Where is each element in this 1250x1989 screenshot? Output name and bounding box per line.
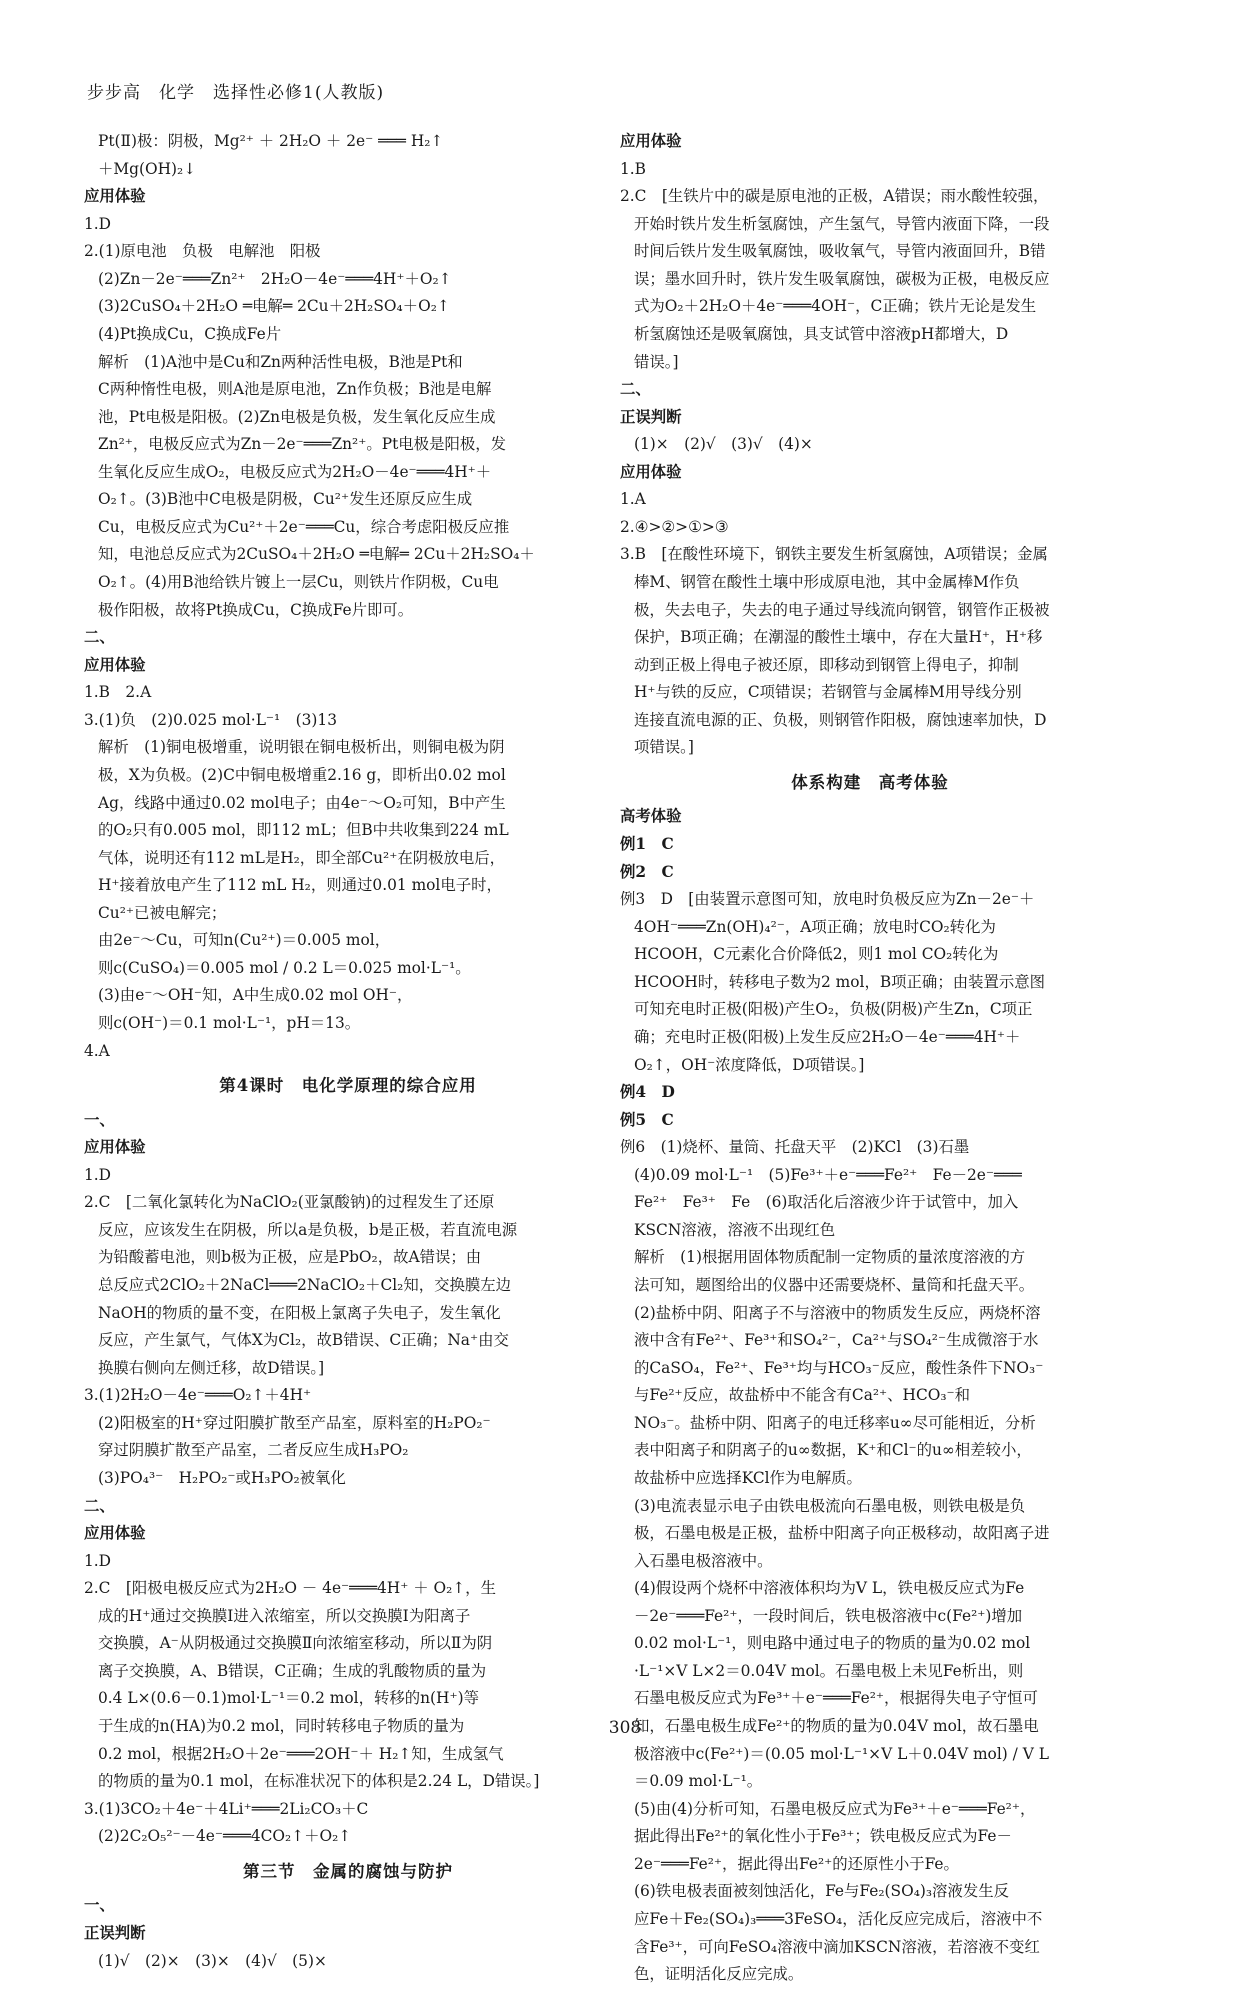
text-line: Ag，线路中通过0.02 mol电子；由4e⁻～O₂可知，B中产生: [98, 793, 506, 812]
text-line: Cu，电极反应式为Cu²⁺＋2e⁻═══Cu，综合考虑阳极反应推: [98, 517, 510, 536]
text-line: 错误。]: [634, 352, 679, 371]
text-line: 与Fe²⁺反应，故盐桥中不能含有Ca²⁺、HCO₃⁻和: [634, 1386, 971, 1405]
text-line: H⁺接着放电产生了112 mL H₂，则通过0.01 mol电子时，: [98, 876, 502, 895]
text-line: (5)由(4)分析可知，石墨电极反应式为Fe³⁺＋e⁻═══Fe²⁺，: [634, 1799, 1036, 1818]
text-line: Zn²⁺，电极反应式为Zn－2e⁻═══Zn²⁺。Pt电极是阳极，发: [98, 435, 507, 454]
text-line: 应用体验: [84, 1524, 146, 1543]
text-line: 换膜右侧向左侧迁移，故D错误。]: [98, 1358, 325, 1377]
text-line: 一、: [84, 1896, 115, 1915]
text-line: 反应，产生氯气，气体X为Cl₂，故B错误、C正确；Na⁺由交: [98, 1331, 509, 1350]
text-line: 二、: [84, 628, 115, 647]
text-line: 1.D: [84, 1165, 112, 1184]
text-line: 入石墨电极溶液中。: [634, 1551, 773, 1570]
text-line: 正误判断: [84, 1923, 146, 1942]
text-line: 2.C [生铁片中的碳是原电池的正极，A错误；雨水酸性较强，: [620, 187, 1049, 206]
text-line: 故盐桥中应选择KCl作为电解质。: [634, 1468, 862, 1487]
text-line: 例3 D [由装置示意图可知，放电时负极反应为Zn－2e⁻＋: [620, 890, 1035, 909]
text-line: 棒M、钢管在酸性土壤中形成原电池，其中金属棒M作负: [634, 573, 1020, 591]
text-line: 极溶液中c(Fe²⁺)＝(0.05 mol·L⁻¹×V L＋0.04V mol) / V L: [634, 1744, 1049, 1763]
text-line: O₂↑，OH⁻浓度降低，D项错误。]: [634, 1055, 865, 1074]
text-line: 法可知，题图给出的仪器中还需要烧杯、量筒和托盘天平。: [634, 1276, 1035, 1295]
text-line: 项错误。]: [634, 738, 694, 757]
text-line: (2)2C₂O₅²⁻－4e⁻═══4CO₂↑＋O₂↑: [98, 1827, 352, 1846]
text-line: 表中阳离子和阴离子的u∞数据，K⁺和Cl⁻的u∞相差较小，: [634, 1441, 1032, 1460]
text-line: Pt(Ⅱ)极：阴极，Mg²⁺ ＋ 2H₂O ＋ 2e⁻ ═══ H₂↑: [98, 132, 444, 150]
text-line: C两种惰性电极，则A池是原电池，Zn作负极；B池是电解: [98, 380, 492, 399]
text-line: 应用体验: [84, 1138, 146, 1157]
left-column: [84, 128, 612, 1975]
text-line: 0.4 L×(0.6－0.1)mol·L⁻¹＝0.2 mol，转移的n(H⁺)等: [98, 1689, 479, 1708]
text-line: ·L⁻¹×V L×2＝0.04V mol。石墨电极上未见Fe析出，则: [634, 1661, 1024, 1680]
text-line: 连接直流电源的正、负极，则钢管作阳极，腐蚀速率加快，D: [634, 710, 1047, 729]
text-line: (1)√ (2)× (3)× (4)√ (5)×: [98, 1951, 327, 1970]
text-line: 0.02 mol·L⁻¹，则电路中通过电子的物质的量为0.02 mol: [634, 1634, 1031, 1653]
text-line: 应用体验: [620, 132, 682, 150]
text-line: 反应，应该发生在阴极，所以a是负极，b是正极，若直流电源: [98, 1220, 518, 1239]
text-line: (4)Pt换成Cu，C换成Fe片: [98, 324, 282, 343]
text-line: (2)盐桥中阴、阳离子不与溶液中的物质发生反应，两烧杯溶: [634, 1303, 1041, 1322]
text-line: Fe²⁺ Fe³⁺ Fe (6)取活化后溶液少许于试管中，加入: [634, 1193, 1019, 1212]
text-line: 2e⁻═══Fe²⁺，据此得出Fe²⁺的还原性小于Fe。: [634, 1854, 959, 1873]
text-line: (2)Zn－2e⁻═══Zn²⁺ 2H₂O－4e⁻═══4H⁺＋O₂↑: [98, 269, 452, 288]
text-line: 极，X为负极。(2)C中铜电极增重2.16 g，即析出0.02 mol: [98, 765, 506, 784]
text-line: 应Fe＋Fe₂(SO₄)₃═══3FeSO₄，活化反应完成后，溶液中不: [634, 1909, 1043, 1928]
text-line: 应用体验: [620, 462, 682, 481]
text-line: 的O₂只有0.005 mol，即112 mL；但B中共收集到224 mL: [98, 821, 509, 840]
text-line: 2.④>②>①>③: [620, 517, 729, 536]
text-line: 式为O₂＋2H₂O＋4e⁻═══4OH⁻，C正确；铁片无论是发生: [634, 297, 1037, 316]
text-line: 1.A: [620, 490, 646, 509]
text-line: (3)由e⁻～OH⁻知，A中生成0.02 mol OH⁻，: [98, 986, 413, 1005]
text-line: ＝0.09 mol·L⁻¹。: [634, 1772, 763, 1791]
text-line: 解析 (1)A池中是Cu和Zn两种活性电极，B池是Pt和: [98, 352, 463, 371]
text-line: 成的H⁺通过交换膜Ⅰ进入浓缩室，所以交换膜Ⅰ为阳离子: [98, 1606, 471, 1625]
text-line: 例6 (1)烧杯、量筒、托盘天平 (2)KCl (3)石墨: [620, 1138, 970, 1157]
text-line: 气体，说明还有112 mL是H₂，即全部Cu²⁺在阴极放电后，: [98, 848, 506, 867]
text-line: 1.D: [84, 1551, 112, 1570]
text-line: 极，石墨电极是正极，盐桥中阳离子向正极移动，故阳离子进: [634, 1524, 1050, 1543]
section-title: 第4课时 电化学原理的综合应用: [219, 1076, 477, 1096]
text-line: 例2 C: [620, 862, 674, 881]
text-line: 生氧化反应生成O₂，电极反应式为2H₂O－4e⁻═══4H⁺＋: [98, 462, 492, 481]
text-line: (6)铁电极表面被刻蚀活化，Fe与Fe₂(SO₄)₃溶液发生反: [634, 1882, 1010, 1901]
running-header: 步步高 化学 选择性必修1(人教版): [87, 83, 385, 103]
text-line: (2)阳极室的H⁺穿过阳膜扩散至产品室，原料室的H₂PO₂⁻: [98, 1413, 491, 1432]
text-line: 例4 D: [620, 1083, 675, 1102]
text-line: 池，Pt电极是阳极。(2)Zn电极是负极，发生氧化反应生成: [98, 407, 496, 426]
text-line: 正误判断: [620, 407, 682, 426]
text-line: HCOOH，C元素化合价降低2，则1 mol CO₂转化为: [634, 945, 999, 964]
text-line: (3)2CuSO₄＋2H₂O ═电解═ 2Cu＋2H₂SO₄＋O₂↑: [98, 297, 450, 316]
text-line: O₂↑。(4)用B池给铁片镀上一层Cu，则铁片作阴极，Cu电: [98, 573, 499, 591]
text-line: 总反应式2ClO₂＋2NaCl═══2NaClO₂＋Cl₂知，交换膜左边: [98, 1276, 512, 1295]
text-line: 高考体验: [620, 807, 682, 826]
text-line: 二、: [84, 1496, 115, 1515]
text-line: 3.(1)负 (2)0.025 mol·L⁻¹ (3)13: [84, 710, 337, 729]
text-line: 3.B [在酸性环境下，钢铁主要发生析氢腐蚀，A项错误；金属: [620, 545, 1048, 564]
section-title: 第三节 金属的腐蚀与防护: [243, 1861, 453, 1881]
text-line: 穿过阴膜扩散至产品室，二者反应生成H₃PO₂: [98, 1441, 409, 1460]
text-line: 4.A: [84, 1041, 110, 1060]
text-line: ＋Mg(OH)₂↓: [98, 159, 197, 178]
text-line: 知，电池总反应式为2CuSO₄＋2H₂O ═电解═ 2Cu＋2H₂SO₄＋: [98, 545, 535, 564]
text-line: (4)0.09 mol·L⁻¹ (5)Fe³⁺＋e⁻═══Fe²⁺ Fe－2e⁻═══: [634, 1165, 1022, 1184]
text-line: 例1 C: [620, 835, 674, 854]
text-line: －2e⁻═══Fe²⁺，一段时间后，铁电极溶液中c(Fe²⁺)增加: [634, 1606, 1023, 1625]
text-line: 一、: [84, 1110, 115, 1129]
text-line: 动到正极上得电子被还原，即移动到钢管上得电子，抑制: [634, 655, 1019, 674]
page-number: 308: [608, 1718, 642, 1738]
text-line: 应用体验: [84, 655, 146, 674]
text-line: 液中含有Fe²⁺、Fe³⁺和SO₄²⁻，Ca²⁺与SO₄²⁻生成微溶于水: [634, 1331, 1039, 1350]
text-line: 1.D: [84, 214, 112, 233]
text-line: 0.2 mol，根据2H₂O＋2e⁻═══2OH⁻＋ H₂↑知，生成氢气: [98, 1744, 504, 1763]
text-line: (1)× (2)√ (3)√ (4)×: [634, 435, 813, 454]
text-line: 3.(1)2H₂O－4e⁻═══O₂↑＋4H⁺: [84, 1386, 312, 1405]
text-line: 知，石墨电极生成Fe²⁺的物质的量为0.04V mol，故石墨电: [634, 1717, 1039, 1736]
text-line: 4OH⁻═══Zn(OH)₄²⁻，A项正确；放电时CO₂转化为: [634, 917, 996, 936]
text-line: H⁺与铁的反应，C项错误；若钢管与金属棒M用导线分别: [634, 683, 1022, 702]
text-line: (3)电流表显示电子由铁电极流向石墨电极，则铁电极是负: [634, 1496, 1026, 1515]
text-line: 据此得出Fe²⁺的氧化性小于Fe³⁺；铁电极反应式为Fe－: [634, 1827, 1012, 1846]
text-line: 可知充电时正极(阳极)产生O₂，负极(阴极)产生Zn，C项正: [634, 1000, 1033, 1019]
text-line: 含Fe³⁺，可向FeSO₄溶液中滴加KSCN溶液，若溶液不变红: [634, 1937, 1040, 1956]
text-line: 由2e⁻～Cu，可知n(Cu²⁺)＝0.005 mol，: [98, 931, 391, 950]
text-line: NaOH的物质的量不变，在阳极上氯离子失电子，发生氧化: [98, 1303, 501, 1322]
text-line: 析氢腐蚀还是吸氧腐蚀，具支试管中溶液pH都增大，D: [634, 324, 1009, 343]
text-line: KSCN溶液，溶液不出现红色: [634, 1220, 836, 1239]
text-line: 则c(OH⁻)＝0.1 mol·L⁻¹，pH＝13。: [98, 1014, 361, 1032]
text-line: 则c(CuSO₄)＝0.005 mol / 0.2 L＝0.025 mol·L⁻¹。: [98, 958, 471, 977]
text-line: 解析 (1)铜电极增重，说明银在铜电极析出，则铜电极为阴: [98, 738, 505, 757]
text-line: O₂↑。(3)B池中C电极是阴极，Cu²⁺发生还原反应生成: [98, 490, 473, 509]
text-line: 二、: [620, 380, 651, 399]
text-line: 的CaSO₄，Fe²⁺、Fe³⁺均与HCO₃⁻反应，酸性条件下NO₃⁻: [634, 1358, 1044, 1377]
text-line: 极作阳极，故将Pt换成Cu，C换成Fe片即可。: [98, 600, 414, 619]
text-line: HCOOH时，转移电子数为2 mol，B项正确；由装置示意图: [634, 972, 1046, 991]
text-line: 极，失去电子，失去的电子通过导线流向钢管，钢管作正极被: [634, 600, 1050, 619]
text-line: 开始时铁片发生析氢腐蚀，产生氢气，导管内液面下降，一段: [634, 214, 1050, 233]
text-line: (3)PO₄³⁻ H₂PO₂⁻或H₃PO₂被氧化: [98, 1468, 346, 1487]
text-line: 石墨电极反应式为Fe³⁺＋e⁻═══Fe²⁺，根据得失电子守恒可: [634, 1689, 1038, 1708]
text-line: 交换膜，A⁻从阴极通过交换膜Ⅱ向浓缩室移动，所以Ⅱ为阴: [98, 1634, 493, 1653]
text-line: 的物质的量为0.1 mol，在标准状况下的体积是2.24 L，D错误。]: [98, 1772, 540, 1791]
text-line: 应用体验: [84, 187, 146, 206]
text-line: 色，证明活化反应完成。: [634, 1965, 804, 1984]
text-line: 于生成的n(HA)为0.2 mol，同时转移电子物质的量为: [98, 1717, 465, 1736]
text-line: 误；墨水回升时，铁片发生吸氧腐蚀，碳极为正极，电极反应: [634, 269, 1050, 288]
text-line: 离子交换膜，A、B错误，C正确；生成的乳酸物质的量为: [98, 1661, 487, 1680]
text-line: 1.B 2.A: [84, 683, 152, 702]
text-line: (4)假设两个烧杯中溶液体积均为V L，铁电极反应式为Fe: [634, 1579, 1025, 1598]
text-line: 3.(1)3CO₂＋4e⁻＋4Li⁺═══2Li₂CO₃＋C: [84, 1799, 369, 1818]
text-line: 2.C [阳极电极反应式为2H₂O － 4e⁻═══4H⁺ ＋ O₂↑，生: [84, 1579, 496, 1598]
text-line: 1.B: [620, 159, 646, 178]
text-line: 例5 C: [620, 1110, 674, 1129]
text-line: 保护，B项正确；在潮湿的酸性土壤中，存在大量H⁺，H⁺移: [634, 628, 1043, 647]
text-line: NO₃⁻。盐桥中阴、阳离子的电迁移率u∞尽可能相近，分析: [634, 1413, 1036, 1432]
section-title: 体系构建 高考体验: [791, 772, 949, 792]
text-line: 2.(1)原电池 负极 电解池 阳极: [84, 242, 321, 261]
text-line: 确；充电时正极(阳极)上发生反应2H₂O－4e⁻═══4H⁺＋: [634, 1027, 1021, 1046]
text-line: 2.C [二氧化氯转化为NaClO₂(亚氯酸钠)的过程发生了还原: [84, 1193, 495, 1212]
text-line: 为铅酸蓄电池，则b极为正极，应是PbO₂，故A错误；由: [98, 1248, 482, 1267]
text-line: 解析 (1)根据用固体物质配制一定物质的量浓度溶液的方: [634, 1248, 1026, 1267]
text-line: 时间后铁片发生吸氧腐蚀，吸收氧气，导管内液面回升，B错: [634, 242, 1046, 261]
text-line: Cu²⁺已被电解完；: [98, 903, 227, 922]
right-column: [620, 128, 1120, 1989]
